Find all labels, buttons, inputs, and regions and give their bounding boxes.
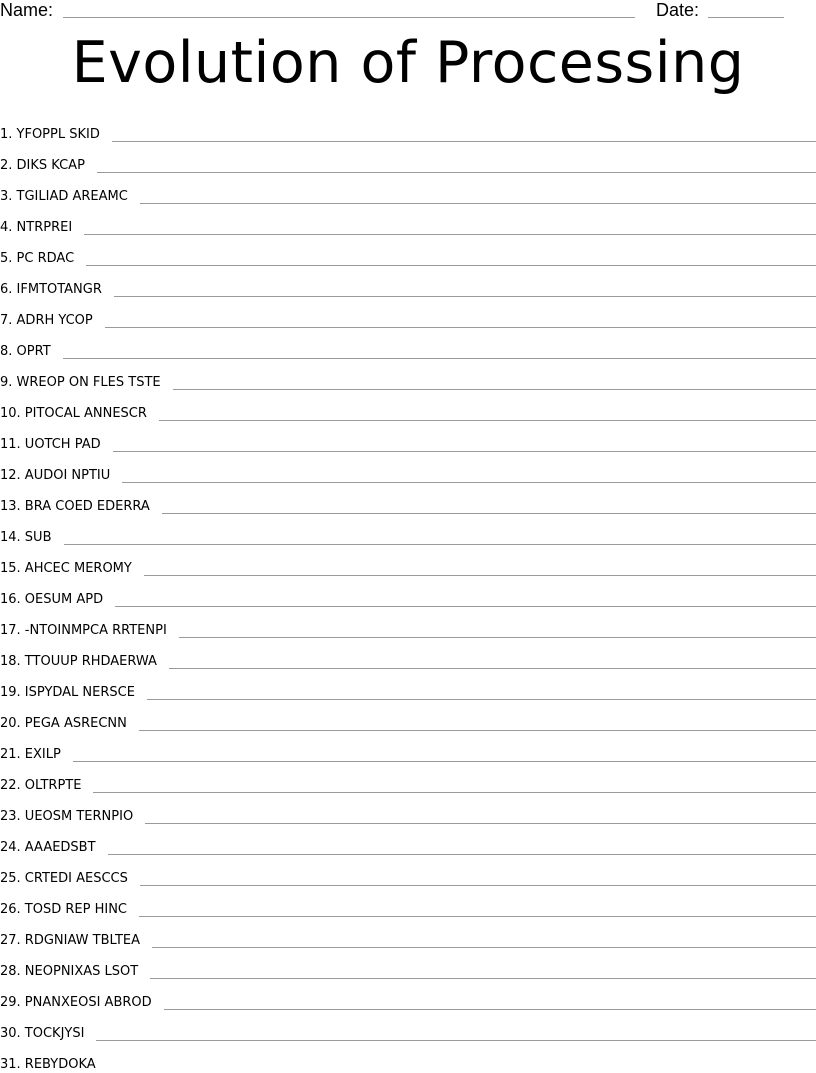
scrambled-word: 28. NEOPNIXAS LSOT bbox=[0, 964, 138, 980]
date-field[interactable] bbox=[708, 17, 784, 18]
scrambled-word: 23. UEOSM TERNPIO bbox=[0, 809, 133, 825]
answer-line[interactable] bbox=[162, 513, 816, 514]
list-item bbox=[0, 422, 816, 453]
list-item bbox=[0, 732, 816, 763]
answer-line[interactable] bbox=[139, 730, 816, 731]
scrambled-word: 12. AUDOI NPTIU bbox=[0, 468, 110, 484]
answer-line[interactable] bbox=[169, 668, 816, 669]
scrambled-word: 10. PITOCAL ANNESCR bbox=[0, 406, 147, 422]
list-item bbox=[0, 825, 816, 856]
answer-line[interactable] bbox=[113, 451, 816, 452]
answer-line[interactable] bbox=[115, 606, 816, 607]
answer-line[interactable] bbox=[114, 296, 816, 297]
scrambled-word: 25. CRTEDI AESCCS bbox=[0, 871, 128, 887]
scrambled-word: 16. OESUM APD bbox=[0, 592, 103, 608]
scrambled-word: 14. SUB bbox=[0, 530, 52, 546]
answer-line[interactable] bbox=[122, 482, 816, 483]
answer-line[interactable] bbox=[164, 1009, 816, 1010]
answer-line[interactable] bbox=[139, 916, 816, 917]
list-item bbox=[0, 484, 816, 515]
scrambled-word: 19. ISPYDAL NERSCE bbox=[0, 685, 135, 701]
scrambled-word: 15. AHCEC MEROMY bbox=[0, 561, 132, 577]
scrambled-word: 5. PC RDAC bbox=[0, 251, 74, 267]
name-label: Name: bbox=[0, 0, 53, 20]
answer-line[interactable] bbox=[105, 327, 816, 328]
scrambled-word: 4. NTRPREI bbox=[0, 220, 72, 236]
scrambled-word: 11. UOTCH PAD bbox=[0, 437, 101, 453]
scrambled-word: 2. DIKS KCAP bbox=[0, 158, 85, 174]
list-item bbox=[0, 763, 816, 794]
worksheet-header bbox=[0, 0, 816, 24]
answer-line[interactable] bbox=[93, 792, 816, 793]
list-item bbox=[0, 298, 816, 329]
answer-line[interactable] bbox=[63, 358, 816, 359]
list-item bbox=[0, 949, 816, 980]
list-item bbox=[0, 577, 816, 608]
scrambled-word: 3. TGILIAD AREAMC bbox=[0, 189, 128, 205]
scrambled-word: 31. REBYDOKA bbox=[0, 1057, 96, 1073]
answer-line[interactable] bbox=[144, 575, 816, 576]
scrambled-word: 7. ADRH YCOP bbox=[0, 313, 93, 329]
scrambled-word: 30. TOCKJYSI bbox=[0, 1026, 84, 1042]
answer-line[interactable] bbox=[159, 420, 816, 421]
list-item bbox=[0, 918, 816, 949]
answer-line[interactable] bbox=[73, 761, 816, 762]
list-item bbox=[0, 267, 816, 298]
answer-line[interactable] bbox=[147, 699, 816, 700]
scrambled-word: 18. TTOUUP RHDAERWA bbox=[0, 654, 157, 670]
list-item bbox=[0, 329, 816, 360]
list-item bbox=[0, 391, 816, 422]
list-item bbox=[0, 670, 816, 701]
answer-line[interactable] bbox=[140, 203, 816, 204]
scrambled-word: 13. BRA COED EDERRA bbox=[0, 499, 150, 515]
list-item bbox=[0, 205, 816, 236]
list-item bbox=[0, 608, 816, 639]
scrambled-word: 29. PNANXEOSI ABROD bbox=[0, 995, 152, 1011]
answer-line[interactable] bbox=[140, 885, 816, 886]
answer-line[interactable] bbox=[96, 1040, 816, 1041]
list-item bbox=[0, 360, 816, 391]
scrambled-word: 1. YFOPPL SKID bbox=[0, 127, 100, 143]
scrambled-word: 17. -NTOINMPCA RRTENPI bbox=[0, 623, 167, 639]
scrambled-word: 27. RDGNIAW TBLTEA bbox=[0, 933, 140, 949]
answer-line[interactable] bbox=[150, 978, 816, 979]
list-item bbox=[0, 701, 816, 732]
list-item bbox=[0, 794, 816, 825]
scrambled-word: 21. EXILP bbox=[0, 747, 61, 763]
list-item bbox=[0, 236, 816, 267]
date-label: Date: bbox=[656, 0, 699, 20]
scrambled-word: 8. OPRT bbox=[0, 344, 51, 360]
list-item bbox=[0, 639, 816, 670]
scrambled-word: 6. IFMTOTANGR bbox=[0, 282, 102, 298]
scrambled-word: 20. PEGA ASRECNN bbox=[0, 716, 127, 732]
list-item bbox=[0, 515, 816, 546]
list-item bbox=[0, 856, 816, 887]
answer-line[interactable] bbox=[112, 141, 816, 142]
scrambled-word: 24. AAAEDSBT bbox=[0, 840, 96, 856]
answer-line[interactable] bbox=[97, 172, 816, 173]
answer-line[interactable] bbox=[173, 389, 816, 390]
scrambled-word: 22. OLTRPTE bbox=[0, 778, 81, 794]
answer-line[interactable] bbox=[145, 823, 816, 824]
answer-line[interactable] bbox=[108, 854, 816, 855]
answer-line[interactable] bbox=[84, 234, 816, 235]
list-item bbox=[0, 143, 816, 174]
list-item bbox=[0, 887, 816, 918]
answer-line[interactable] bbox=[86, 265, 816, 266]
scrambled-word: 9. WREOP ON FLES TSTE bbox=[0, 375, 161, 391]
list-item bbox=[0, 980, 816, 1011]
answer-line[interactable] bbox=[179, 637, 816, 638]
word-scramble-list bbox=[0, 112, 816, 1073]
list-item bbox=[0, 174, 816, 205]
name-field[interactable] bbox=[63, 17, 635, 18]
list-item bbox=[0, 453, 816, 484]
list-item bbox=[0, 1042, 816, 1073]
list-item bbox=[0, 546, 816, 577]
scrambled-word: 26. TOSD REP HINC bbox=[0, 902, 127, 918]
answer-line[interactable] bbox=[152, 947, 816, 948]
list-item bbox=[0, 1011, 816, 1042]
answer-line[interactable] bbox=[64, 544, 816, 545]
list-item bbox=[0, 112, 816, 143]
page-title: Evolution of Processing bbox=[0, 28, 816, 98]
